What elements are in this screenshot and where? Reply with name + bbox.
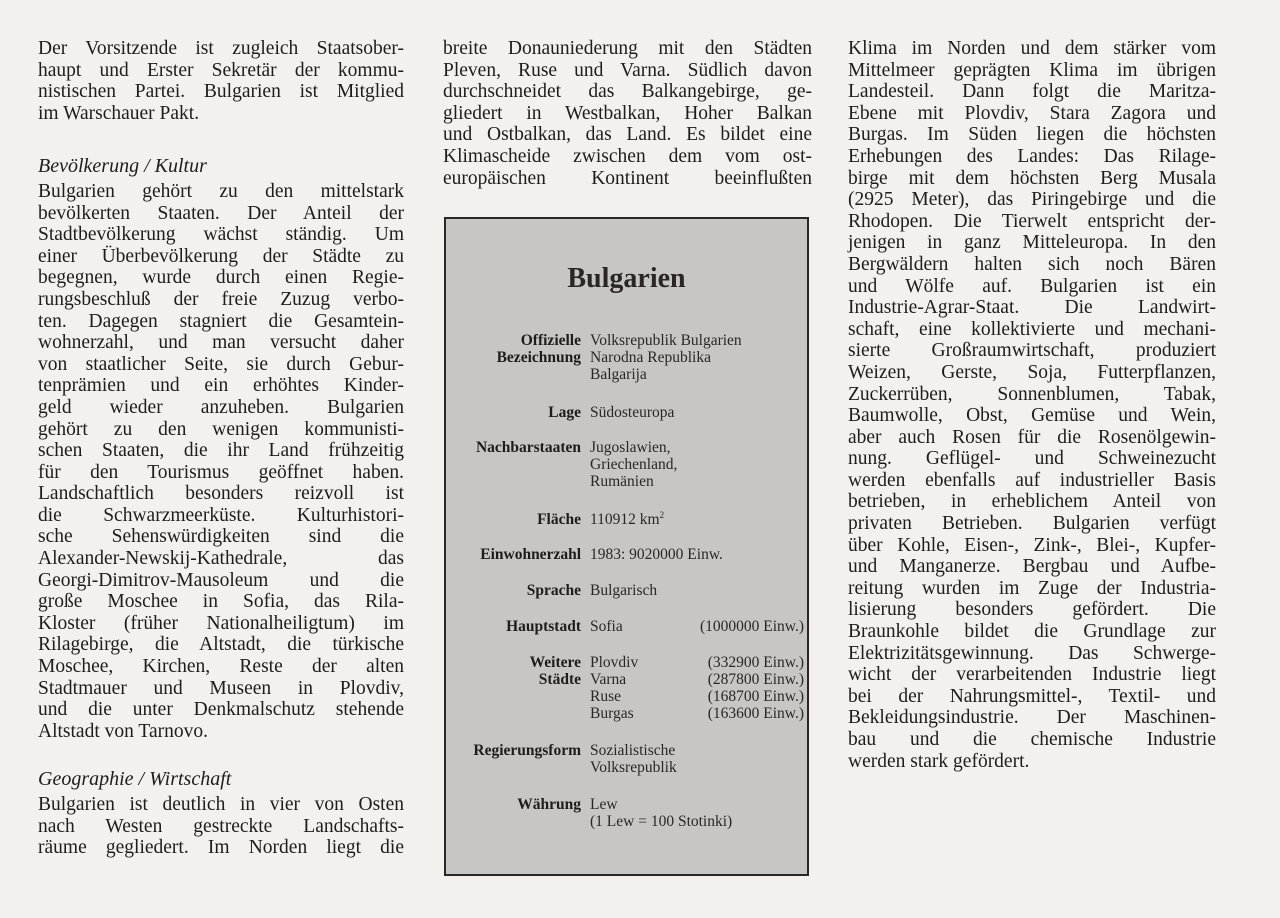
text-line: gehört zu den wenigen kommunisti- bbox=[38, 418, 404, 440]
text-line: werden ebenfalls auf industrieller Basis bbox=[848, 469, 1216, 491]
factbox-value: Volksrepublik Bulgarien bbox=[590, 332, 742, 349]
text-line: Rhodopen. Die Tierwelt entspricht der- bbox=[848, 210, 1216, 232]
text-line: Der Vorsitzende ist zugleich Staatsober- bbox=[38, 38, 404, 59]
text-line: jenigen in ganz Mitteleuropa. In den bbox=[848, 232, 1216, 254]
text-line: (2925 Meter), das Piringebirge und die bbox=[848, 189, 1216, 211]
factbox-value: Südosteuropa bbox=[590, 404, 675, 421]
text-line: sierte Großraumwirtschaft, produziert bbox=[848, 340, 1216, 362]
factbox-title: Bulgarien bbox=[567, 263, 686, 294]
text-line: lisierung besonders gefördert. Die bbox=[848, 599, 1216, 621]
text-line: räume gegliedert. Im Norden liegt die bbox=[38, 837, 404, 859]
text-line: und die unter Denkmalschutz stehende bbox=[38, 699, 404, 721]
text-line: Weizen, Gerste, Soja, Futterpflanzen, bbox=[848, 361, 1216, 383]
text-line: wicht der verarbeitenden Industrie liegt bbox=[848, 664, 1216, 686]
text-line: Landesteil. Dann folgt die Maritza- bbox=[848, 81, 1216, 103]
text-line: begegnen, wurde durch einen Regie- bbox=[38, 267, 404, 289]
city-population: (287800 Einw.) bbox=[707, 671, 804, 688]
text-line: von staatlicher Seite, sie durch Gebur- bbox=[38, 353, 404, 375]
factbox-label: Nachbarstaaten bbox=[475, 439, 581, 456]
text-line: Bergwäldern halten sich noch Bären bbox=[848, 253, 1216, 275]
text-line: schaft, eine kollektivierte und mechani- bbox=[848, 318, 1216, 340]
text-line: Landschaftlich besonders reizvoll ist bbox=[38, 483, 404, 505]
geography-paragraph bbox=[38, 794, 404, 859]
factbox-label: Einwohnerzahl bbox=[480, 546, 581, 563]
text-line: aber auch Rosen für die Rosenölgewin- bbox=[848, 426, 1216, 448]
text-line: tenprämien und ein erhöhtes Kinder- bbox=[38, 375, 404, 397]
text-line: Alexander-Newskij-Kathedrale, das bbox=[38, 548, 404, 570]
factbox-value: Lew bbox=[590, 796, 618, 813]
factbox-label: Fläche bbox=[537, 511, 581, 528]
factbox-label: Städte bbox=[538, 671, 581, 688]
text-line: ten. Dagegen stagniert die Gesamtein- bbox=[38, 310, 404, 332]
city-name: Varna bbox=[590, 671, 627, 688]
text-line: haupt und Erster Sekretär der kommu- bbox=[38, 59, 404, 81]
text-line: und Manganerze. Bergbau und Aufbe- bbox=[848, 556, 1216, 578]
factbox-value: Balgarija bbox=[590, 366, 647, 383]
text-line: Industrie-Agrar-Staat. Die Landwirt- bbox=[848, 297, 1216, 319]
factbox-value: Jugoslawien, bbox=[590, 439, 671, 456]
text-line: bevölkerten Staaten. Der Anteil der bbox=[38, 202, 404, 224]
factbox-value: Narodna Republika bbox=[590, 349, 711, 366]
text-line: Kloster (früher Nationalheiligtum) im bbox=[38, 612, 404, 634]
text-line: nach Westen gestreckte Landschafts- bbox=[38, 815, 404, 837]
text-line: und Ostbalkan, das Land. Es bildet eine bbox=[443, 124, 812, 146]
text-line: sche Sehenswürdigkeiten sind die bbox=[38, 526, 404, 548]
factbox-label: Regierungsform bbox=[473, 742, 581, 759]
text-line: Mittelmeer geprägten Klima im übrigen bbox=[848, 59, 1216, 81]
city-population: (168700 Einw.) bbox=[707, 688, 804, 705]
factbox-value: Griechenland, bbox=[590, 456, 678, 473]
city-row bbox=[590, 705, 804, 722]
text-line: Braunkohle bildet die Grundlage zur bbox=[848, 621, 1216, 643]
text-line: geld wieder anzuheben. Bulgarien bbox=[38, 396, 404, 418]
section-heading-population: Bevölkerung / Kultur bbox=[38, 155, 207, 178]
factbox-label: Bezeichnung bbox=[496, 349, 581, 366]
text-line: betrieben, in erheblichem Anteil von bbox=[848, 491, 1216, 513]
text-line: für den Tourismus geöffnet haben. bbox=[38, 461, 404, 483]
factbox-value: Sozialistische bbox=[590, 742, 676, 759]
text-line: Bulgarien gehört zu den mittelstark bbox=[38, 180, 404, 202]
text-line: wohnerzahl, und man versucht daher bbox=[38, 332, 404, 354]
text-line: durchschneidet das Balkangebirge, ge- bbox=[443, 81, 812, 103]
factbox-value: 110912 km bbox=[590, 511, 660, 528]
population-paragraph bbox=[38, 181, 404, 742]
text-line: im Warschauer Pakt. bbox=[38, 102, 200, 124]
text-line: Klima im Norden und dem stärker vom bbox=[848, 38, 1216, 59]
text-line: Ebene mit Plovdiv, Stara Zagora und bbox=[848, 102, 1216, 124]
column-1 bbox=[38, 38, 404, 859]
text-line: werden stark gefördert. bbox=[848, 750, 1030, 772]
text-line: Bulgarien ist deutlich in vier von Osten bbox=[38, 794, 404, 815]
factbox-label: Hauptstadt bbox=[506, 618, 581, 635]
text-line: Klimascheide zwischen dem vom ost- bbox=[443, 145, 812, 167]
factbox-value: (1 Lew = 100 Stotinki) bbox=[590, 813, 733, 830]
factbox-value: Volksrepublik bbox=[590, 759, 677, 776]
text-line: Zuckerrüben, Sonnenblumen, Tabak, bbox=[848, 383, 1216, 405]
factbox-value: Rumänien bbox=[590, 473, 654, 490]
city-population: (332900 Einw.) bbox=[707, 654, 804, 671]
city-row bbox=[590, 688, 804, 705]
city-row bbox=[590, 654, 804, 671]
capital-population: (1000000 Einw.) bbox=[699, 618, 804, 635]
text-line: große Moschee in Sofia, das Rila- bbox=[38, 591, 404, 613]
intro-paragraph bbox=[38, 38, 404, 124]
factbox-value: Bulgarisch bbox=[590, 582, 658, 599]
text-line: Moschee, Kirchen, Reste der alten bbox=[38, 656, 404, 678]
text-line: Stadtbevölkerung wächst ständig. Um bbox=[38, 224, 404, 246]
section-heading-geography: Geographie / Wirtschaft bbox=[38, 768, 232, 791]
city-name: Plovdiv bbox=[590, 654, 639, 671]
text-line: über Kohle, Eisen-, Zink-, Blei-, Kupfer- bbox=[848, 534, 1216, 556]
text-line: und Wölfe auf. Bulgarien ist ein bbox=[848, 275, 1216, 297]
city-row bbox=[590, 671, 804, 688]
capital-city: Sofia bbox=[590, 618, 623, 635]
text-line: die Schwarzmeerküste. Kulturhistori- bbox=[38, 504, 404, 526]
area-unit-superscript: 2 bbox=[659, 509, 665, 520]
factbox-label: Lage bbox=[548, 404, 581, 421]
factbox-label: Weitere bbox=[529, 654, 581, 671]
text-line: Altstadt von Tarnovo. bbox=[38, 720, 208, 742]
text-line: einer Überbevölkerung der Städte zu bbox=[38, 245, 404, 267]
text-line: rungsbeschluß der freie Zuzug verbo- bbox=[38, 288, 404, 310]
city-population: (163600 Einw.) bbox=[707, 705, 804, 722]
text-line: Burgas. Im Süden liegen die höchsten bbox=[848, 124, 1216, 146]
text-line: Rilagebirge, die Altstadt, die türkische bbox=[38, 634, 404, 656]
text-line: Bekleidungsindustrie. Der Maschinen- bbox=[848, 707, 1216, 729]
factbox-value: 1983: 9020000 Einw. bbox=[590, 546, 723, 563]
text-line: bei der Nahrungsmittel-, Textil- und bbox=[848, 685, 1216, 707]
text-line: Pleven, Ruse und Varna. Südlich davon bbox=[443, 59, 812, 81]
text-line: bau und die chemische Industrie bbox=[848, 729, 1216, 750]
factbox-label: Sprache bbox=[526, 582, 581, 599]
text-line: gliedert in Westbalkan, Hoher Balkan bbox=[443, 102, 812, 124]
text-line: nistischen Partei. Bulgarien ist Mitglied bbox=[38, 81, 404, 103]
text-line: privaten Betrieben. Bulgarien verfügt bbox=[848, 513, 1216, 535]
text-line: Baumwolle, Obst, Gemüse und Wein, bbox=[848, 405, 1216, 427]
text-line: Stadtmauer und Museen in Plovdiv, bbox=[38, 677, 404, 699]
country-factbox bbox=[444, 217, 809, 876]
text-line: Erhebungen des Landes: Das Rilage- bbox=[848, 145, 1216, 167]
text-line: birge mit dem höchsten Berg Musala bbox=[848, 167, 1216, 189]
city-name: Ruse bbox=[590, 688, 621, 705]
city-name: Burgas bbox=[590, 705, 634, 722]
text-line: Elektrizitätsgewinnung. Das Schwerge- bbox=[848, 642, 1216, 664]
text-line: reitung wurden im Zuge der Industria- bbox=[848, 577, 1216, 599]
factbox-label: Offizielle bbox=[520, 332, 581, 349]
text-line: schen Staaten, die ihr Land frühzeitig bbox=[38, 440, 404, 462]
text-line: europäischen Kontinent beeinflußten bbox=[443, 167, 812, 189]
text-line: breite Donauniederung mit den Städten bbox=[443, 38, 812, 59]
column-2 bbox=[443, 38, 812, 189]
text-line: Georgi-Dimitrov-Mausoleum und die bbox=[38, 569, 404, 591]
column-3 bbox=[848, 38, 1216, 772]
factbox-label: Währung bbox=[517, 796, 581, 813]
text-line: nung. Geflügel- und Schweinezucht bbox=[848, 448, 1216, 470]
